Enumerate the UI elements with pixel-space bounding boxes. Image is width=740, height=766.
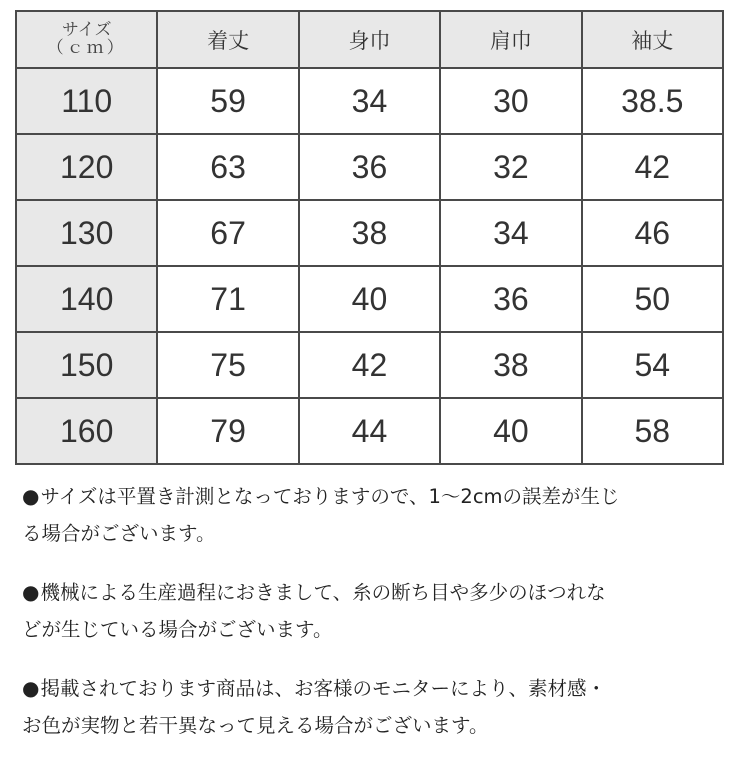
table-cell: 42 [299,332,440,398]
note-text: どが生じている場合がございます。 [22,618,333,641]
table-cell: 32 [440,134,581,200]
table-cell: 63 [157,134,298,200]
column-header-sleeve-length: 袖丈 [582,11,723,68]
note-manufacturing [22,574,727,648]
table-cell: 54 [582,332,723,398]
size-cell: 150 [16,332,157,398]
table-cell: 38 [299,200,440,266]
table-cell: 34 [299,68,440,134]
note-text: サイズは平置き計測となっておりますので、1〜2cmの誤差が生じ [40,485,620,508]
note-text: 機械による生産過程におきまして、糸の断ち目や多少のほつれな [40,581,606,604]
size-cell: 120 [16,134,157,200]
table-cell: 44 [299,398,440,464]
corner-unit: （ｃｍ） [46,37,127,58]
table-cell: 46 [582,200,723,266]
bullet-icon: ● [22,676,40,700]
note-color [22,670,727,744]
size-cell: 160 [16,398,157,464]
size-cell: 140 [16,266,157,332]
bullet-icon: ● [22,484,40,508]
table-row [16,266,723,332]
table-cell: 59 [157,68,298,134]
table-cell: 38.5 [582,68,723,134]
corner-label: サイズ [61,19,112,40]
table-cell: 67 [157,200,298,266]
table-header-row [16,11,723,68]
table-cell: 58 [582,398,723,464]
note-text: お色が実物と若干異なって見える場合がございます。 [22,714,489,737]
size-cell: 110 [16,68,157,134]
table-cell: 30 [440,68,581,134]
size-cell: 130 [16,200,157,266]
column-header-length: 着丈 [157,11,298,68]
note-measurement [22,478,727,552]
table-cell: 40 [299,266,440,332]
notes-section [22,478,727,766]
table-cell: 38 [440,332,581,398]
column-header-shoulder-width: 肩巾 [440,11,581,68]
bullet-icon: ● [22,580,40,604]
table-cell: 36 [299,134,440,200]
table-cell: 36 [440,266,581,332]
note-text: る場合がございます。 [22,522,216,545]
table-cell: 34 [440,200,581,266]
column-header-body-width: 身巾 [299,11,440,68]
table-cell: 71 [157,266,298,332]
table-cell: 79 [157,398,298,464]
size-table [15,10,724,465]
table-row [16,134,723,200]
table-row [16,332,723,398]
table-row [16,68,723,134]
table-cell: 75 [157,332,298,398]
table-cell: 40 [440,398,581,464]
table-cell: 42 [582,134,723,200]
table-row [16,200,723,266]
table-row [16,398,723,464]
corner-cell [16,11,157,68]
note-text: 掲載されております商品は、お客様のモニターにより、素材感・ [40,677,606,700]
table-cell: 50 [582,266,723,332]
